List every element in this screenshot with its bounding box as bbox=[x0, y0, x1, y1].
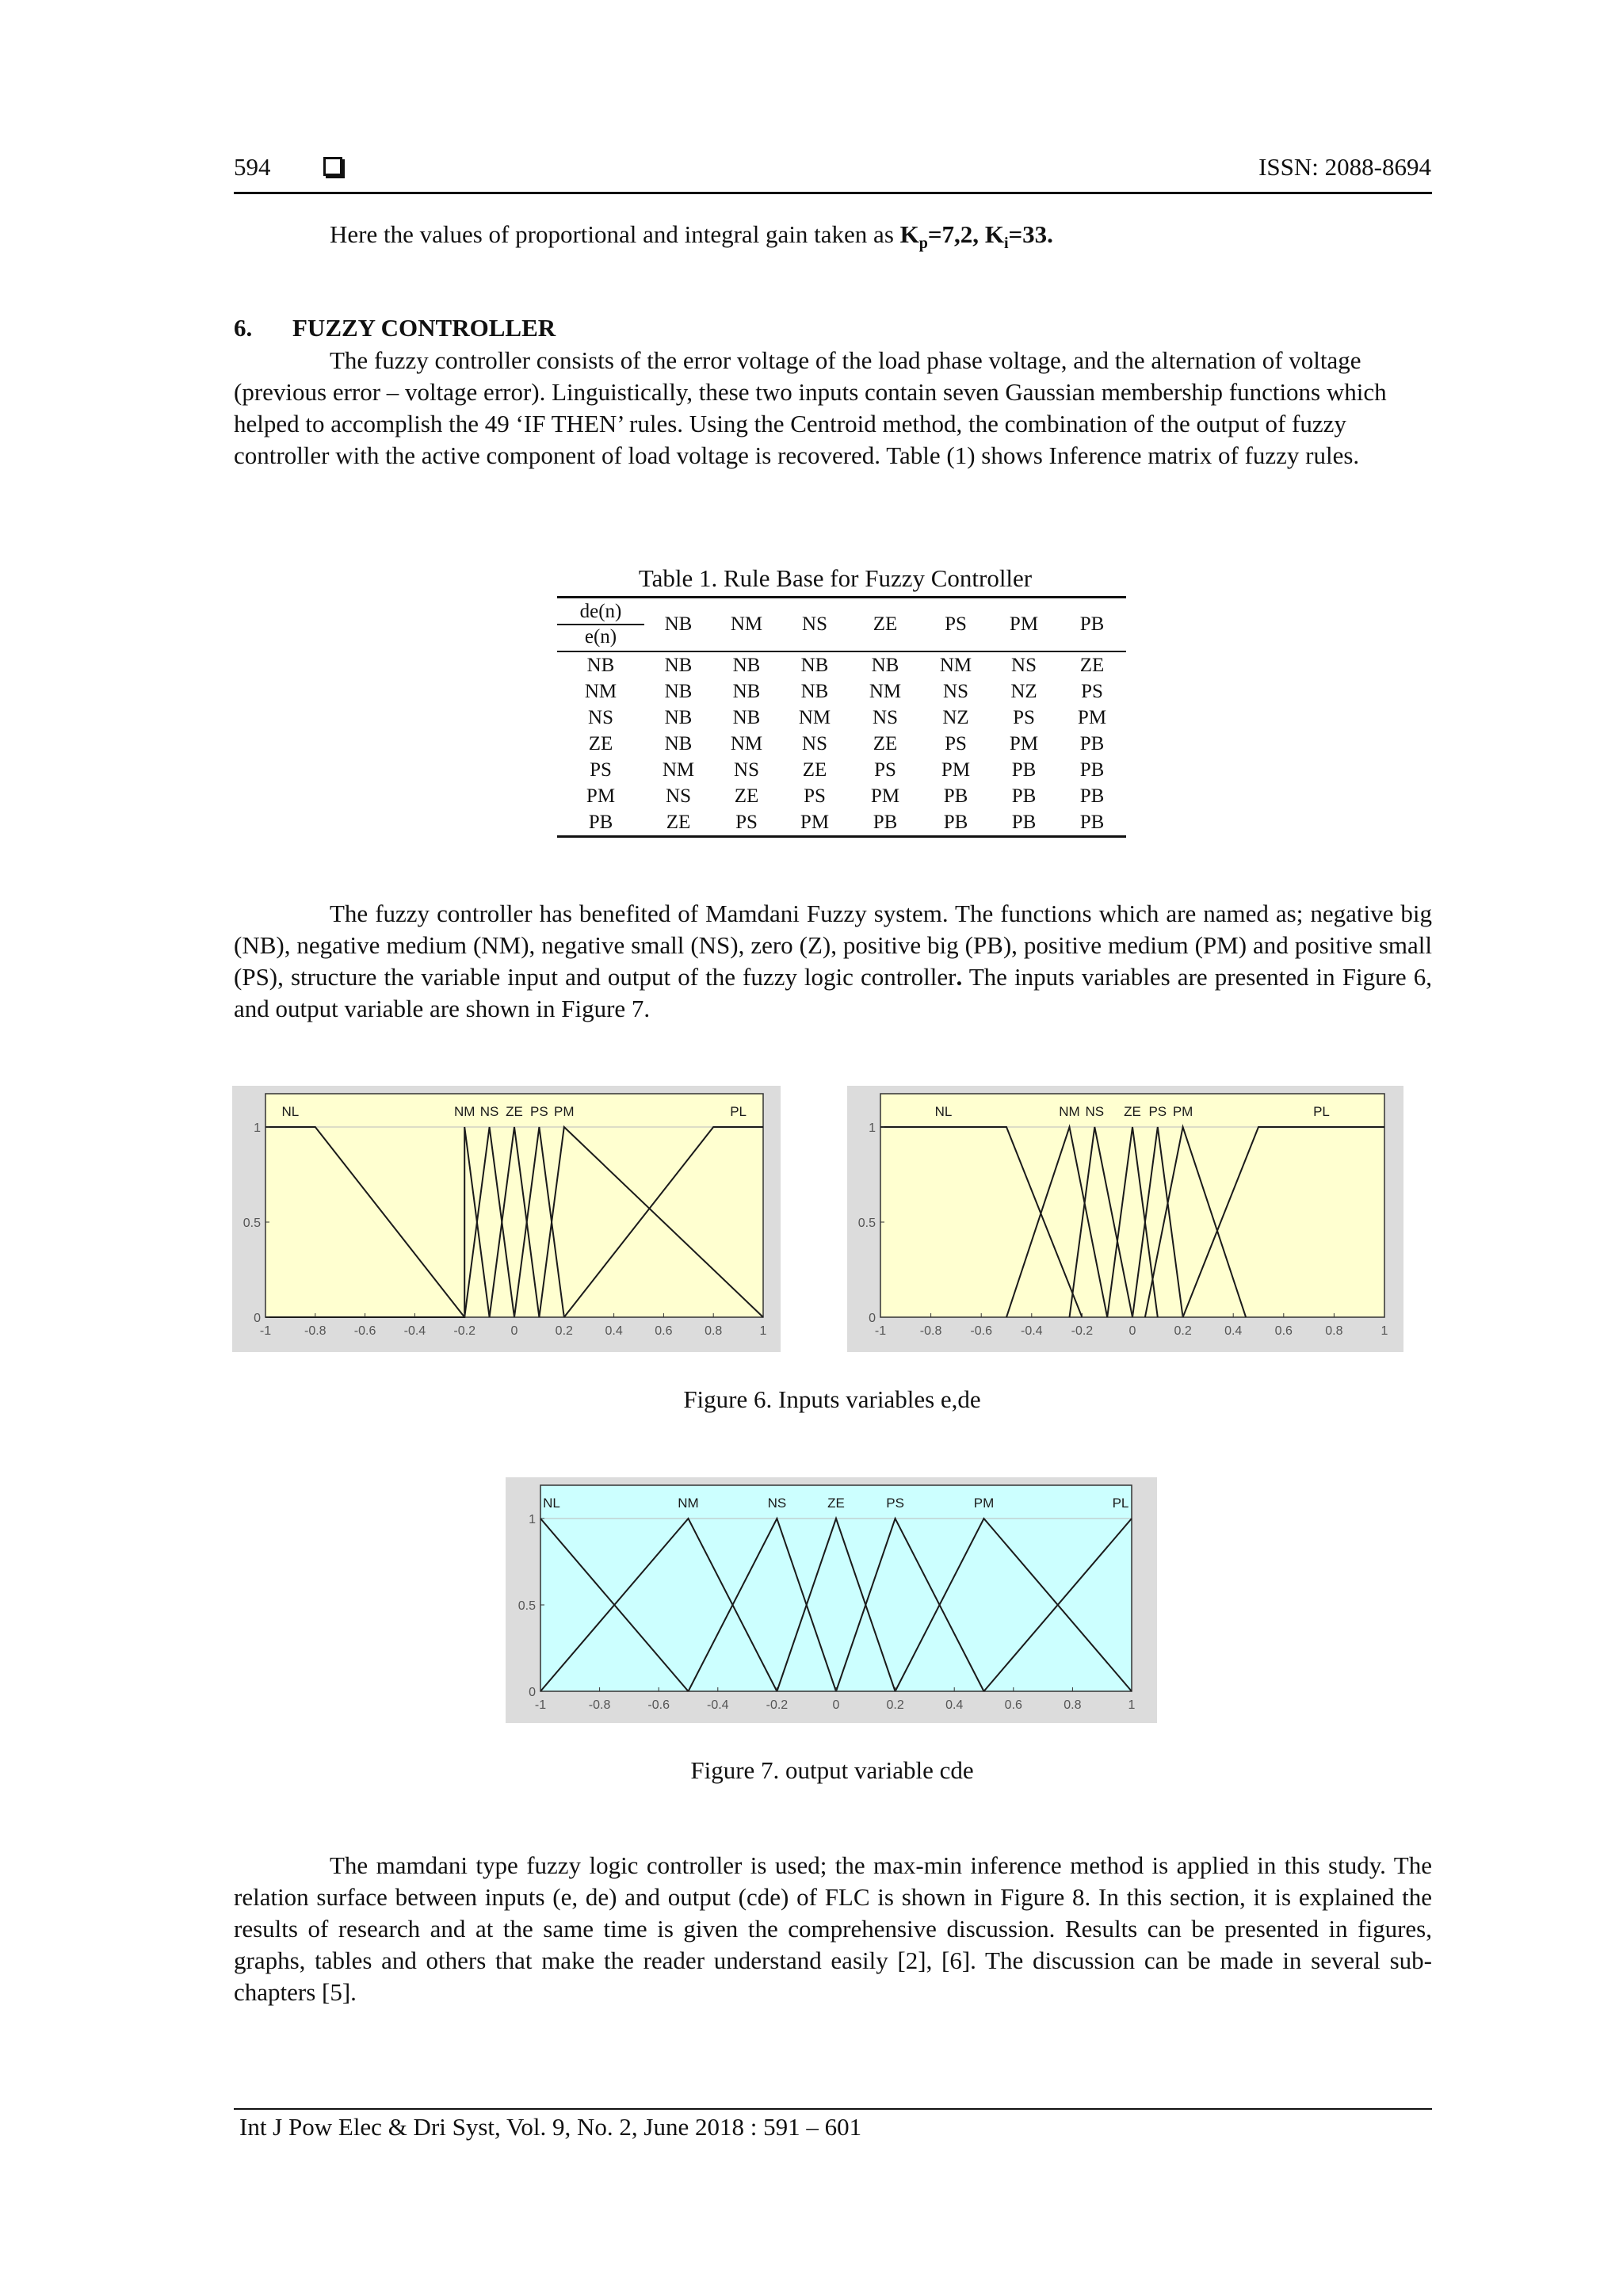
table-cell: ZE bbox=[734, 785, 759, 807]
gains-text: Here the values of proportional and integral gain taken as bbox=[330, 220, 900, 248]
column-header: PS bbox=[922, 598, 990, 652]
mf-label: NL bbox=[934, 1104, 953, 1119]
x-tick-label: -1 bbox=[259, 1324, 272, 1338]
x-tick-label: -1 bbox=[874, 1324, 887, 1338]
table-cell: PB bbox=[849, 809, 922, 837]
mf-label: ZE bbox=[827, 1496, 845, 1511]
mf-label: NS bbox=[1085, 1104, 1105, 1119]
table-row bbox=[557, 783, 1126, 809]
table-cell: NM bbox=[730, 732, 763, 755]
x-tick-label: 0.6 bbox=[1274, 1324, 1293, 1338]
x-tick-label: -0.2 bbox=[1071, 1324, 1094, 1338]
table-cell: PM bbox=[1009, 732, 1039, 755]
table-cell: PB bbox=[1058, 809, 1126, 837]
x-tick-label: 0.2 bbox=[555, 1324, 573, 1338]
x-tick-label: 1 bbox=[1128, 1698, 1136, 1712]
table-cell: PB bbox=[1011, 758, 1037, 781]
table-cell: NM bbox=[798, 706, 831, 728]
page-number: 594 bbox=[234, 153, 271, 181]
table-cell: NB bbox=[871, 654, 899, 676]
table-cell: PS bbox=[804, 785, 826, 807]
mf-label: NS bbox=[767, 1496, 787, 1511]
table-cell: PM bbox=[781, 809, 849, 837]
column-header: NS bbox=[781, 598, 849, 652]
table-cell: ZE bbox=[1079, 654, 1105, 676]
table-row bbox=[557, 757, 1126, 783]
mf-label: PL bbox=[730, 1104, 747, 1119]
footer-citation: Int J Pow Elec & Dri Syst, Vol. 9, No. 2, June 2018 : 591 – 601 bbox=[239, 2113, 862, 2141]
x-tick-label: 0.6 bbox=[655, 1324, 673, 1338]
mf-label: NM bbox=[678, 1496, 699, 1511]
rule-base-table bbox=[557, 596, 1126, 838]
figure6-chart-e bbox=[232, 1086, 781, 1352]
x-tick-label: 0.8 bbox=[1325, 1324, 1343, 1338]
table-cell: NB bbox=[664, 654, 693, 676]
section-title: FUZZY CONTROLLER bbox=[292, 314, 556, 342]
table-cell: NM bbox=[939, 654, 972, 676]
column-header: NM bbox=[712, 598, 781, 652]
table-cell: PB bbox=[1079, 732, 1105, 755]
table-cell: PS bbox=[945, 732, 967, 755]
y-tick-label: 0.5 bbox=[517, 1599, 536, 1613]
table-cell: PM bbox=[1077, 706, 1107, 728]
paragraph-2: The fuzzy controller has benefited of Mamdani Fuzzy system. The functions which are named as; negative big (NB), negative medium (NM), negative small (NS), zero (Z), positive big (PB), positive medium (PM) and positive small (PS), structure the variable input and output of the fuzzy logic controller. The inputs variables are presented in Figure 6, and output variable are shown in Figure 7. bbox=[234, 900, 1432, 1022]
mf-label: NL bbox=[281, 1104, 300, 1119]
table-cell: NB bbox=[732, 706, 761, 728]
x-tick-label: 0.2 bbox=[1174, 1324, 1192, 1338]
header-rule bbox=[234, 192, 1432, 194]
column-header: PB bbox=[1058, 598, 1126, 652]
table-cell: NS bbox=[873, 706, 898, 728]
table-cell: NS bbox=[666, 785, 691, 807]
mf-label: NL bbox=[543, 1496, 560, 1511]
x-tick-label: 0 bbox=[832, 1698, 840, 1712]
mf-label: NM bbox=[453, 1104, 475, 1119]
table-cell: NB bbox=[664, 680, 693, 702]
y-tick-label: 1 bbox=[869, 1121, 876, 1135]
mf-label: PS bbox=[1148, 1104, 1167, 1119]
kp-value: $K_p=7,2$, $K_i=33$. bbox=[899, 220, 1053, 253]
figure6-chart-de bbox=[847, 1086, 1403, 1352]
x-tick-label: 0.8 bbox=[705, 1324, 723, 1338]
x-tick-label: 1 bbox=[1381, 1324, 1388, 1338]
mf-label: PS bbox=[886, 1496, 904, 1511]
y-tick-label: 0.5 bbox=[857, 1217, 876, 1230]
x-tick-label: 0.2 bbox=[886, 1698, 904, 1712]
table-cell: PB bbox=[1079, 785, 1105, 807]
mf-label: NM bbox=[1059, 1104, 1080, 1119]
x-tick-label: -0.4 bbox=[707, 1698, 729, 1712]
table-cell: NZ bbox=[1010, 680, 1037, 702]
row-label: PS bbox=[590, 758, 612, 781]
table-cell: PS bbox=[712, 809, 781, 837]
figure7-caption: Figure 7. output variable cde bbox=[690, 1756, 974, 1784]
corner-e: e(n) bbox=[584, 626, 617, 648]
table-row bbox=[557, 809, 1126, 837]
table-cell: NZ bbox=[942, 706, 969, 728]
figure7-chart-cde bbox=[506, 1477, 1157, 1723]
x-tick-label: 0.8 bbox=[1064, 1698, 1082, 1712]
table-row bbox=[557, 678, 1126, 705]
table-cell: PM bbox=[870, 785, 900, 807]
row-label: PM bbox=[586, 785, 616, 807]
gains-sentence bbox=[330, 219, 1053, 259]
mf-label: PS bbox=[530, 1104, 548, 1119]
mf-label: PL bbox=[1313, 1104, 1330, 1119]
row-label: PB bbox=[557, 809, 644, 837]
x-tick-label: -1 bbox=[534, 1698, 547, 1712]
paragraph-3: The mamdani type fuzzy logic controller is used; the max-min inference method is applied in this study. The relation surface between inputs (e, de) and output (cde) of FLC is shown in Figure 8. In this section, it is explained the results of research and at the same time is given the comprehensive discussion. Results can be presented in figures, graphs, tables and others that make the reader understand easily [2], [6]. The discussion can be made in several sub-chapters [5]. bbox=[234, 1851, 1432, 2006]
table-row bbox=[557, 651, 1126, 678]
mf-label: NS bbox=[479, 1104, 499, 1119]
table-cell: PB bbox=[1011, 785, 1037, 807]
mf-label: PM bbox=[554, 1104, 575, 1119]
mf-label: ZE bbox=[506, 1104, 523, 1119]
table-cell: NB bbox=[800, 654, 829, 676]
table-cell: PB bbox=[943, 785, 968, 807]
x-tick-label: 0 bbox=[1128, 1324, 1136, 1338]
mf-label: PL bbox=[1112, 1496, 1129, 1511]
issn: ISSN: 2088-8694 bbox=[1258, 153, 1431, 181]
x-tick-label: -0.8 bbox=[919, 1324, 942, 1338]
y-tick-label: 1 bbox=[529, 1513, 536, 1526]
x-tick-label: -0.6 bbox=[353, 1324, 376, 1338]
mf-label: PM bbox=[1172, 1104, 1193, 1119]
x-tick-label: 0 bbox=[510, 1324, 518, 1338]
table-cell: NB bbox=[664, 706, 693, 728]
table-cell: NM bbox=[869, 680, 902, 702]
table-cell: NB bbox=[800, 680, 829, 702]
column-header: PM bbox=[990, 598, 1058, 652]
x-tick-label: 1 bbox=[759, 1324, 767, 1338]
table-cell: PS bbox=[874, 758, 896, 781]
x-tick-label: -0.4 bbox=[1021, 1324, 1043, 1338]
y-tick-label: 0 bbox=[529, 1686, 536, 1699]
y-tick-label: 0 bbox=[869, 1312, 876, 1325]
table-cell: NS bbox=[734, 758, 759, 781]
column-header: ZE bbox=[849, 598, 922, 652]
x-tick-label: 0.6 bbox=[1004, 1698, 1022, 1712]
table-header-row bbox=[557, 598, 1126, 652]
section-heading bbox=[234, 314, 556, 342]
section-number: 6. bbox=[234, 314, 253, 342]
table-cell: ZE bbox=[644, 809, 712, 837]
table-cell: ZE bbox=[873, 732, 898, 755]
x-tick-label: -0.8 bbox=[588, 1698, 611, 1712]
table-cell: PB bbox=[1079, 758, 1105, 781]
table-cell: NS bbox=[1011, 654, 1037, 676]
table-cell: NB bbox=[664, 732, 693, 755]
table-cell: PS bbox=[1081, 680, 1103, 702]
row-label: NS bbox=[588, 706, 613, 728]
x-tick-label: -0.6 bbox=[970, 1324, 992, 1338]
table-row bbox=[557, 731, 1126, 757]
table-cell: ZE bbox=[802, 758, 827, 781]
table-cell: NS bbox=[943, 680, 968, 702]
checkbox-glyph-icon bbox=[323, 157, 342, 176]
x-tick-label: 0.4 bbox=[605, 1324, 623, 1338]
column-header: NB bbox=[644, 598, 712, 652]
footer-rule bbox=[234, 2108, 1432, 2110]
x-tick-label: 0.4 bbox=[1224, 1324, 1243, 1338]
y-tick-label: 1 bbox=[254, 1121, 261, 1135]
table-cell: PB bbox=[922, 809, 990, 837]
y-tick-label: 0 bbox=[254, 1312, 261, 1325]
x-tick-label: -0.8 bbox=[304, 1324, 327, 1338]
row-label: ZE bbox=[588, 732, 613, 755]
x-tick-label: -0.2 bbox=[766, 1698, 789, 1712]
table-cell: NB bbox=[732, 654, 761, 676]
table-cell: PM bbox=[941, 758, 971, 781]
x-tick-label: -0.4 bbox=[403, 1324, 426, 1338]
row-label: NB bbox=[586, 654, 615, 676]
x-tick-label: -0.2 bbox=[453, 1324, 475, 1338]
table-cell: PS bbox=[1013, 706, 1035, 728]
table-cell: PB bbox=[990, 809, 1058, 837]
row-label: NM bbox=[584, 680, 617, 702]
corner-de: de(n) bbox=[557, 600, 644, 625]
table-cell: NS bbox=[802, 732, 827, 755]
paragraph-1: The fuzzy controller consists of the error voltage of the load phase voltage, and the alternation of voltage (previous error – voltage error). Linguistically, these two inputs contain seven Gaussian membership functions which helped to accomplish the 49 ‘IF THEN’ rules. Using the Centroid method, the combination of the output of fuzzy controller with the active component of load voltage is recovered. Table (1) shows Inference matrix of fuzzy rules. bbox=[234, 346, 1387, 469]
x-tick-label: -0.6 bbox=[647, 1698, 670, 1712]
table-caption: Table 1. Rule Base for Fuzzy Controller bbox=[638, 564, 1033, 592]
y-tick-label: 0.5 bbox=[242, 1217, 261, 1230]
figure6-caption: Figure 6. Inputs variables e,de bbox=[683, 1385, 981, 1413]
mf-label: PM bbox=[973, 1496, 995, 1511]
x-tick-label: 0.4 bbox=[945, 1698, 964, 1712]
table-cell: NM bbox=[662, 758, 695, 781]
table-corner bbox=[557, 598, 644, 652]
table-row bbox=[557, 705, 1126, 731]
mf-label: ZE bbox=[1124, 1104, 1141, 1119]
table-cell: NB bbox=[732, 680, 761, 702]
